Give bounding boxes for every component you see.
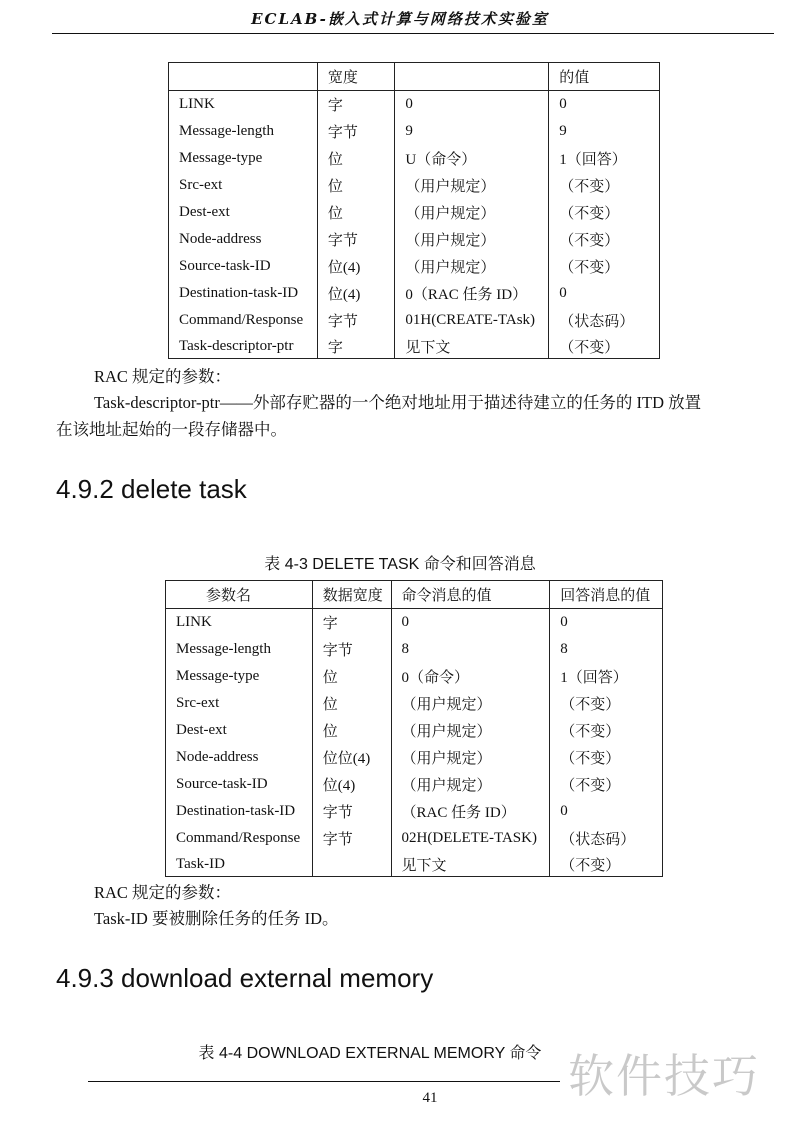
table-cell: Task-descriptor-ptr [169,334,318,359]
table-cell: （不变） [550,690,663,717]
table-cell: 0 [549,91,660,119]
table-cell: （不变） [549,172,660,199]
table-cell: 字节 [317,307,395,334]
table-cell: Message-length [169,118,318,145]
table-cell: 字节 [317,118,395,145]
table-cell: （用户规定） [391,717,550,744]
table-cell: Dest-ext [166,717,313,744]
table-cell: 位 [312,717,391,744]
table-row [169,307,660,334]
table-cell: Src-ext [166,690,313,717]
table-row [166,690,663,717]
header-rule [52,33,774,34]
table-header-cell [169,63,318,91]
table-cell: 0 [549,280,660,307]
table-header-cell: 回答消息的值 [550,581,663,609]
table-cell: 0 [391,609,550,637]
table-cell: （用户规定） [395,199,549,226]
table-cell: U（命令） [395,145,549,172]
table-cell: 字 [312,609,391,637]
table-row [169,172,660,199]
table-cell: Message-type [166,663,313,690]
table-cell: （状态码） [550,825,663,852]
task-descriptor-description-cont: 在该地址起始的一段存储器中。 [56,420,287,439]
table-cell: 8 [550,636,663,663]
table-cell: 9 [549,118,660,145]
table-cell: 8 [391,636,550,663]
table-row [169,118,660,145]
table-row [166,663,663,690]
table-cell: 位 [317,199,395,226]
table-cell: 0 [550,609,663,637]
table-cell: Command/Response [169,307,318,334]
table-cell: （不变） [549,226,660,253]
table-row [166,744,663,771]
table-cell: Source-task-ID [169,253,318,280]
table-header-cell: 数据宽度 [312,581,391,609]
table-cell: 见下文 [391,852,550,877]
table-cell: （不变） [550,744,663,771]
page-header-title: ECLAB-嵌入式计算与网络技术实验室 [251,10,549,28]
task-id-description: Task-ID 要被删除任务的任务 ID。 [94,909,339,928]
table-row [166,636,663,663]
table-cell: （不变） [549,334,660,359]
table-cell: （用户规定） [391,690,550,717]
table-cell: 位(4) [317,280,395,307]
table-row [169,91,660,119]
table-cell: 位(4) [312,771,391,798]
table-cell: 字节 [312,798,391,825]
table-row [169,145,660,172]
table-header-row [169,63,660,91]
table-cell: Source-task-ID [166,771,313,798]
table-row [169,253,660,280]
table-cell: Src-ext [169,172,318,199]
table-row [169,199,660,226]
table-cell: 0 [395,91,549,119]
table-header-cell: 参数名 [166,581,313,609]
table-cell: 0（命令） [391,663,550,690]
rac-params-label-2: RAC 规定的参数： [94,883,232,902]
table-row [166,717,663,744]
table-cell: 字节 [312,825,391,852]
table-cell: 02H(DELETE-TASK) [391,825,550,852]
table-caption-4-3: 表 4-3 DELETE TASK 命令和回答消息 [264,556,536,573]
table-cell: （状态码） [549,307,660,334]
table-cell: （不变） [549,199,660,226]
table-cell: 字节 [317,226,395,253]
table-cell: Command/Response [166,825,313,852]
table-header-cell: 命令消息的值 [391,581,550,609]
table-row [166,825,663,852]
table-cell: Destination-task-ID [166,798,313,825]
table-cell: （用户规定） [391,771,550,798]
table-cell: （不变） [549,253,660,280]
table-cell: 0（RAC 任务 ID） [395,280,549,307]
table-cell: LINK [169,91,318,119]
table-cell: 位位(4) [312,744,391,771]
delete-task-table [165,580,663,877]
table-cell: Node-address [166,744,313,771]
table-cell: Destination-task-ID [169,280,318,307]
table-cell: 位 [317,172,395,199]
table-cell: （用户规定） [395,226,549,253]
table-cell: （不变） [550,852,663,877]
table-row [166,852,663,877]
table-header-cell: 的值 [549,63,660,91]
table-cell: Message-type [169,145,318,172]
table-cell: 字 [317,91,395,119]
watermark: 软件技巧 [568,1049,760,1103]
table-cell: 字 [317,334,395,359]
task-descriptor-description: Task-descriptor-ptr——外部存贮器的一个绝对地址用于描述待建立的任务的 ITD 放置 [94,393,702,412]
table-cell: 1（回答） [549,145,660,172]
footer-rule [88,1081,560,1082]
table-cell: 位 [312,663,391,690]
table-cell: （不变） [550,717,663,744]
table-row [169,226,660,253]
table-row [166,609,663,637]
table-cell: （不变） [550,771,663,798]
table-header-row [166,581,663,609]
table-row [166,771,663,798]
table-cell: Dest-ext [169,199,318,226]
create-task-table [168,62,660,359]
table-header-cell [395,63,549,91]
table-cell: Task-ID [166,852,313,877]
page-number: 41 [422,1090,438,1106]
table-cell: 位 [317,145,395,172]
table-cell: （用户规定） [391,744,550,771]
table-row [169,334,660,359]
rac-params-label: RAC 规定的参数： [94,367,232,386]
table-cell: 01H(CREATE-TAsk) [395,307,549,334]
table-cell: 0 [550,798,663,825]
table-cell: LINK [166,609,313,637]
section-heading-download-external-memory: 4.9.3 download external memory [56,963,434,993]
table-row [166,798,663,825]
table-cell: （RAC 任务 ID） [391,798,550,825]
table-cell [312,852,391,877]
table-row [169,280,660,307]
table-caption-4-4: 表 4-4 DOWNLOAD EXTERNAL MEMORY 命令 [198,1045,542,1062]
table-cell: 1（回答） [550,663,663,690]
table-cell: 位(4) [317,253,395,280]
section-heading-delete-task: 4.9.2 delete task [56,474,247,504]
table-cell: Message-length [166,636,313,663]
table-cell: （用户规定） [395,253,549,280]
table-cell: 字节 [312,636,391,663]
table-cell: 见下文 [395,334,549,359]
table-cell: 位 [312,690,391,717]
table-cell: Node-address [169,226,318,253]
table-header-cell: 宽度 [317,63,395,91]
table-cell: （用户规定） [395,172,549,199]
table-cell: 9 [395,118,549,145]
